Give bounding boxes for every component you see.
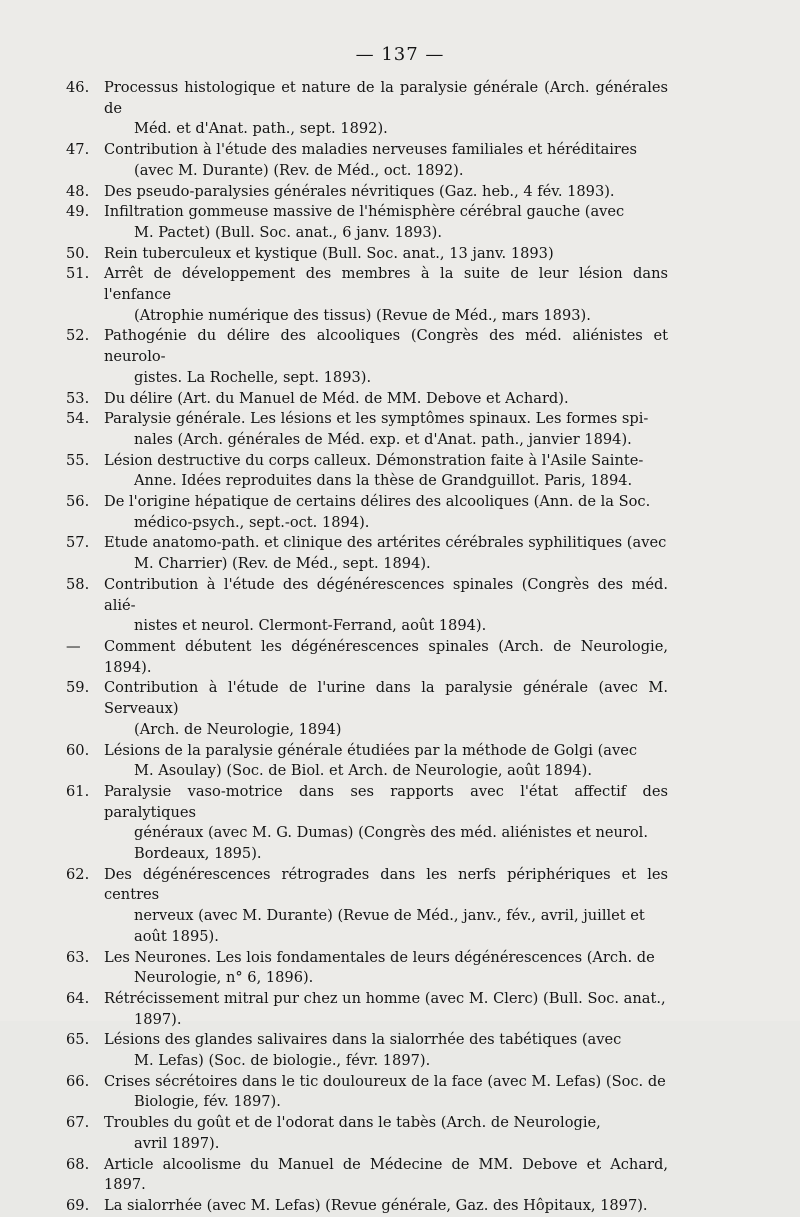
entry-text: [104, 451, 668, 492]
entry-line: Pathogénie du délire des alcooliques (Congrès des méd. aliénistes et neurolo-: [104, 327, 668, 366]
entry-text: [104, 264, 668, 326]
entry-text: [104, 989, 668, 1030]
entry-line: Paralysie vaso-motrice dans ses rapports avec l'état affectif des paralytiques: [104, 782, 668, 821]
bibliography-entry: [66, 326, 668, 388]
bibliography-entry: [66, 782, 668, 865]
entry-line: Anne. Idées reproduites dans la thèse de Grandguillot. Paris, 1894.: [134, 472, 633, 490]
bibliography-entry: [66, 533, 668, 574]
entry-number: 47.: [66, 141, 90, 159]
entry-number: 56.: [66, 493, 90, 511]
entry-text: [104, 182, 668, 203]
entry-line: (Atrophie numérique des tissus) (Revue de Méd., mars 1893).: [134, 306, 591, 324]
bibliography-entry: [66, 492, 668, 533]
entry-line: médico-psych., sept.-oct. 1894).: [134, 513, 370, 531]
entry-line: La sialorrhée (avec M. Lefas) (Revue générale, Gaz. des Hôpitaux, 1897).: [104, 1196, 648, 1214]
entry-number: 67.: [66, 1114, 90, 1132]
bibliography-entry: [66, 244, 668, 265]
entry-line: (avec M. Durante) (Rev. de Méd., oct. 1892).: [134, 161, 464, 179]
bibliography-entry: [66, 389, 668, 410]
entry-number: 58.: [66, 575, 90, 593]
entry-line: Processus histologique et nature de la paralysie générale (Arch. générales de: [104, 79, 668, 117]
entry-line: Lésions de la paralysie générale étudiées par la méthode de Golgi (avec: [104, 741, 638, 759]
entry-line: Comment débutent les dégénérescences spinales (Arch. de Neurologie, 1894).: [104, 637, 668, 676]
entry-text: [104, 865, 668, 948]
entry-line: Troubles du goût et de l'odorat dans le tabès (Arch. de Neurologie,: [104, 1114, 601, 1132]
entry-line: Infiltration gommeuse massive de l'hémisphère cérébral gauche (avec: [104, 203, 625, 221]
entry-line: Article alcoolisme du Manuel de Médecine de MM. Debove et Achard, 1897.: [104, 1155, 668, 1194]
entry-line: gistes. La Rochelle, sept. 1893).: [134, 368, 372, 386]
entry-line: août 1895).: [134, 927, 219, 945]
entry-line: Neurologie, n° 6, 1896).: [134, 969, 314, 987]
entry-text: [104, 140, 668, 181]
entry-number: 50.: [66, 244, 90, 262]
entry-text: [104, 533, 668, 574]
entry-line: De l'origine hépatique de certains délires des alcooliques (Ann. de la Soc.: [104, 493, 651, 511]
entry-line: Contribution à l'étude des dégénérescences spinales (Congrès des méd. alié-: [104, 575, 668, 614]
entry-number: 54.: [66, 410, 90, 428]
entry-number: 68.: [66, 1155, 90, 1173]
entry-text: [104, 389, 668, 410]
entry-text: [104, 202, 668, 243]
entry-number: 52.: [66, 327, 90, 345]
entry-line: Des dégénérescences rétrogrades dans les nerfs périphériques et les centres: [104, 865, 668, 904]
entry-line: généraux (avec M. G. Dumas) (Congrès des méd. aliénistes et neurol.: [134, 824, 648, 842]
entry-text: [104, 782, 668, 865]
bibliography-entry: [66, 1196, 668, 1217]
bibliography-entry: [66, 1155, 668, 1196]
entry-number: 64.: [66, 989, 90, 1007]
entry-line: Rein tuberculeux et kystique (Bull. Soc. anat., 13 janv. 1893): [104, 244, 554, 262]
bibliography-entry: [66, 78, 668, 140]
entry-text: [104, 492, 668, 533]
entry-line: M. Charrier) (Rev. de Méd., sept. 1894).: [134, 555, 431, 573]
entry-text: [104, 575, 668, 637]
entry-number: 59.: [66, 679, 90, 697]
entry-number: —: [66, 637, 81, 655]
entry-line: Les Neurones. Les lois fondamentales de leurs dégénérescences (Arch. de: [104, 948, 655, 966]
entry-number: 61.: [66, 782, 90, 800]
entry-number: 53.: [66, 389, 90, 407]
bibliography-entry: [66, 264, 668, 326]
entry-line: M. Asoulay) (Soc. de Biol. et Arch. de Neurologie, août 1894).: [134, 762, 592, 780]
entry-number: 65.: [66, 1031, 90, 1049]
entry-number: 60.: [66, 741, 90, 759]
entry-line: Biologie, fév. 1897).: [134, 1093, 281, 1111]
bibliography-entry: [66, 865, 668, 948]
bibliography-entry: [66, 182, 668, 203]
entry-line: nerveux (avec M. Durante) (Revue de Méd., janv., fév., avril, juillet et: [134, 907, 645, 925]
entry-line: 1897).: [134, 1010, 182, 1028]
entry-line: Lésion destructive du corps calleux. Démonstration faite à l'Asile Sainte-: [104, 451, 644, 469]
entry-line: nistes et neurol. Clermont-Ferrand, août 1894).: [134, 617, 487, 635]
entry-number: 49.: [66, 203, 90, 221]
bibliography-entry: [66, 409, 668, 450]
entry-number: 62.: [66, 865, 90, 883]
entry-text: [104, 78, 668, 140]
entry-line: Paralysie générale. Les lésions et les symptômes spinaux. Les formes spi-: [104, 410, 649, 428]
entry-number: 55.: [66, 451, 90, 469]
entry-text: [104, 326, 668, 388]
bibliography-entry: [66, 140, 668, 181]
entry-number: 46.: [66, 79, 90, 96]
entry-number: 66.: [66, 1072, 90, 1090]
entry-text: [104, 244, 668, 265]
entry-text: [104, 1113, 668, 1154]
bibliography-entry: [66, 741, 668, 782]
entry-line: Méd. et d'Anat. path., sept. 1892).: [134, 120, 388, 138]
bibliography-entry: [66, 202, 668, 243]
entry-line: Des pseudo-paralysies générales névritiques (Gaz. heb., 4 fév. 1893).: [104, 182, 615, 200]
entry-line: Lésions des glandes salivaires dans la sialorrhée des tabétiques (avec: [104, 1031, 622, 1049]
entry-line: Contribution à l'étude de l'urine dans la paralysie générale (avec M. Serveaux): [104, 679, 668, 718]
entry-line: Etude anatomo-path. et clinique des artérites cérébrales syphilitiques (avec: [104, 534, 667, 552]
entry-text: [104, 678, 668, 740]
page-number: — 137 —: [355, 44, 445, 65]
entry-text: [104, 1196, 668, 1217]
bibliography-entry: [66, 637, 668, 678]
bibliography-entry: [66, 451, 668, 492]
entry-text: [104, 741, 668, 782]
bibliography-entry: [66, 1030, 668, 1071]
entry-text: [104, 1072, 668, 1113]
bibliography-entry: [66, 678, 668, 740]
entry-number: 48.: [66, 182, 90, 200]
entry-number: 63.: [66, 948, 90, 966]
bibliography-entry: [66, 948, 668, 989]
bibliography-entry: [66, 1072, 668, 1113]
entry-line: Bordeaux, 1895).: [134, 845, 262, 863]
entry-line: avril 1897).: [134, 1134, 220, 1152]
entry-line: nales (Arch. générales de Méd. exp. et d'Anat. path., janvier 1894).: [134, 430, 632, 448]
bibliography-list: [66, 78, 668, 1217]
entry-line: M. Lefas) (Soc. de biologie., févr. 1897).: [134, 1052, 431, 1070]
entry-text: [104, 1030, 668, 1071]
entry-text: [104, 637, 668, 678]
bibliography-entry: [66, 1113, 668, 1154]
entry-line: Contribution à l'étude des maladies nerveuses familiales et héréditaires: [104, 141, 638, 159]
entry-line: Du délire (Art. du Manuel de Méd. de MM. Debove et Achard).: [104, 389, 569, 407]
entry-number: 57.: [66, 534, 90, 552]
entry-number: 69.: [66, 1196, 90, 1214]
entry-text: [104, 1155, 668, 1196]
entry-line: Arrêt de développement des membres à la suite de leur lésion dans l'enfance: [104, 265, 668, 304]
bibliography-entry: [66, 575, 668, 637]
entry-text: [104, 409, 668, 450]
entry-number: 51.: [66, 265, 90, 283]
entry-line: (Arch. de Neurologie, 1894): [134, 720, 342, 738]
entry-line: Rétrécissement mitral pur chez un homme (avec M. Clerc) (Bull. Soc. anat.,: [104, 989, 666, 1007]
bibliography-entry: [66, 989, 668, 1030]
entry-line: M. Pactet) (Bull. Soc. anat., 6 janv. 1893).: [134, 223, 443, 241]
entry-text: [104, 948, 668, 989]
entry-line: Crises sécrétoires dans le tic douloureux de la face (avec M. Lefas) (Soc. de: [104, 1072, 666, 1090]
